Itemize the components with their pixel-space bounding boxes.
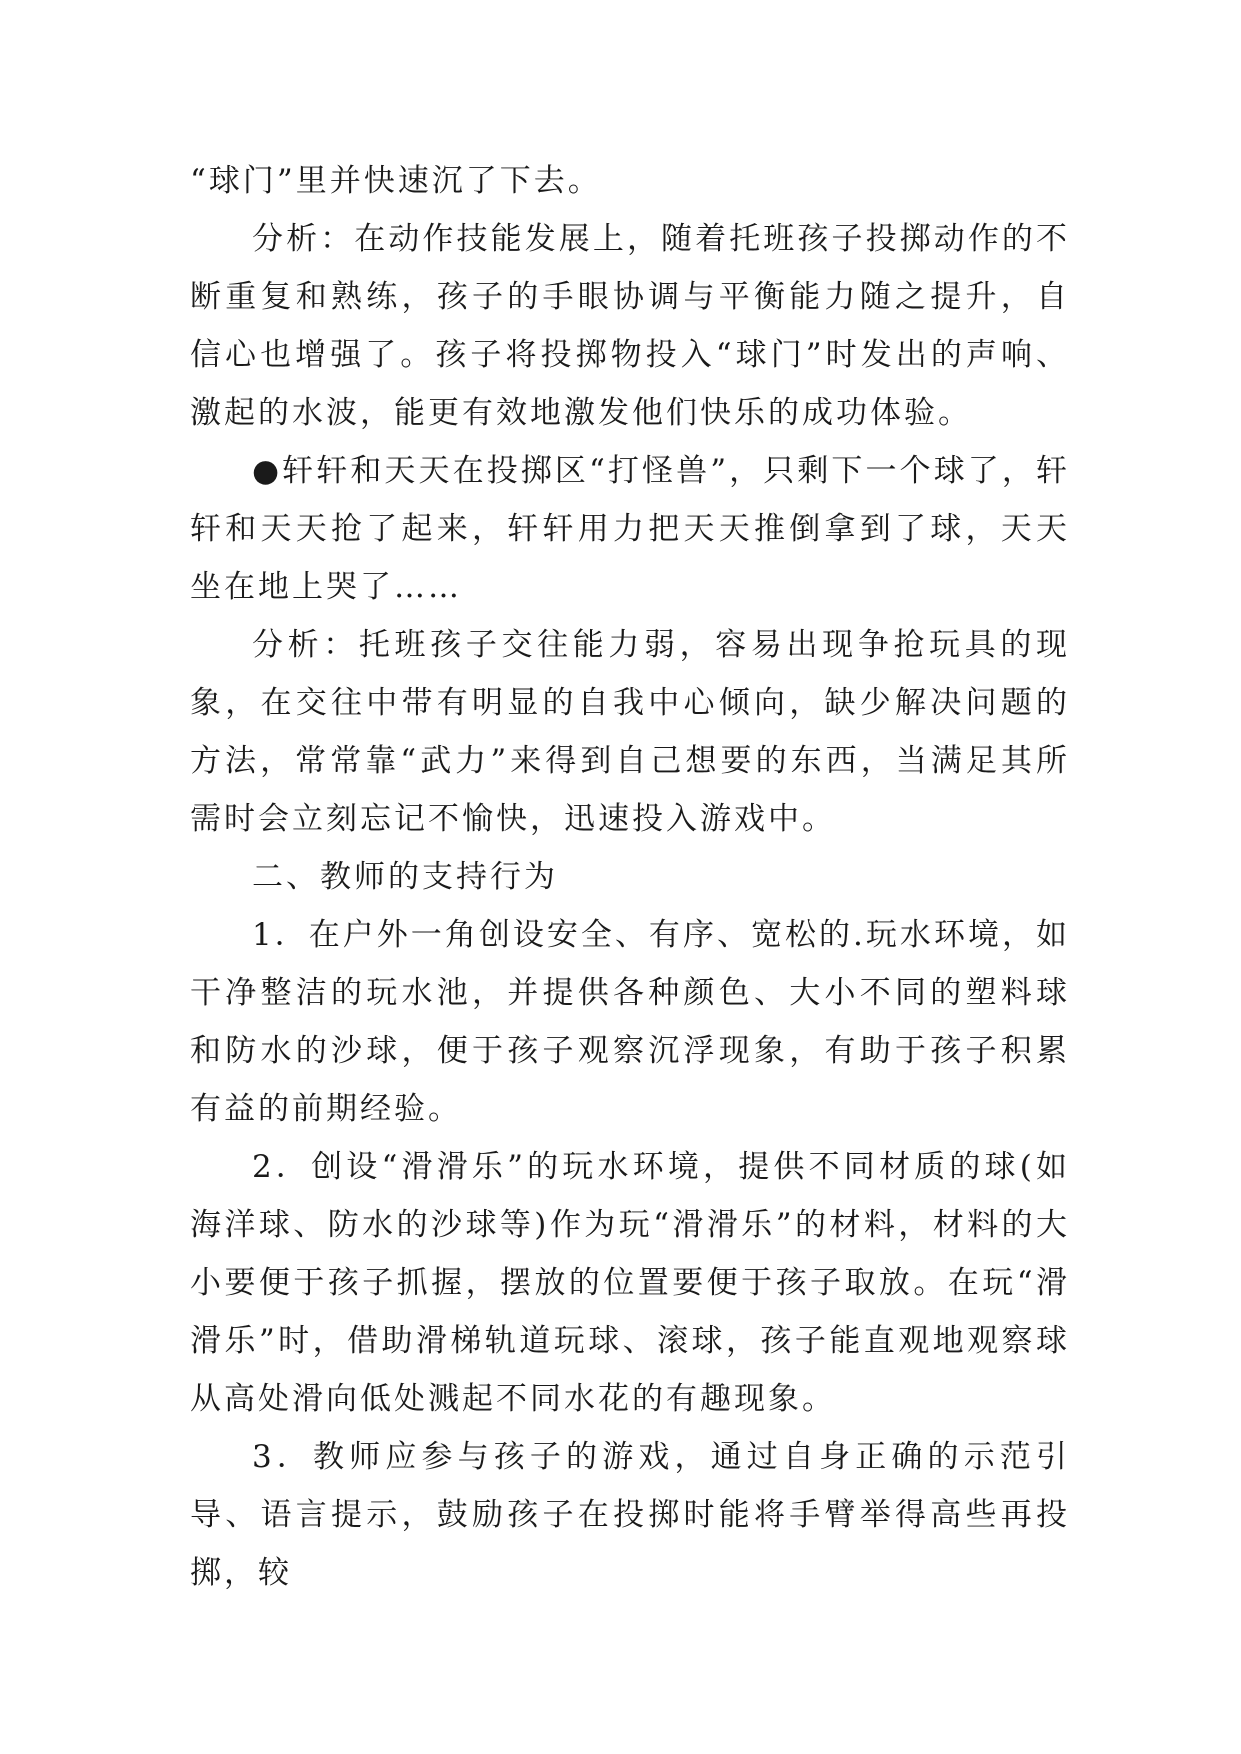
paragraph-item-2: 2．创设“滑滑乐”的玩水环境，提供不同材质的球(如海洋球、防水的沙球等)作为玩“滑滑乐”的材料，材料的大小要便于孩子抓握，摆放的位置要便于孩子取放。在玩“滑滑乐”时，借助滑梯轨道玩球、滚球，孩子能直观地观察球从高处滑向低处溅起不同水花的有趣现象。: [190, 1149, 1070, 1417]
body-text: [190, 152, 1070, 1602]
paragraph-analysis-2: 分析：托班孩子交往能力弱，容易出现争抢玩具的现象，在交往中带有明显的自我中心倾向，缺少解决问题的方法，常常靠“武力”来得到自己想要的东西，当满足其所需时会立刻忘记不愉快，迅速投入游戏中。: [190, 627, 1070, 837]
paragraph-observation: ●轩轩和天天在投掷区“打怪兽”，只剩下一个球了，轩轩和天天抢了起来，轩轩用力把天天推倒拿到了球，天天坐在地上哭了……: [190, 453, 1070, 605]
paragraph-item-1: 1．在户外一角创设安全、有序、宽松的.玩水环境，如干净整洁的玩水池，并提供各种颜色、大小不同的塑料球和防水的沙球，便于孩子观察沉浮现象，有助于孩子积累有益的前期经验。: [190, 917, 1070, 1127]
paragraph-item-3: 3．教师应参与孩子的游戏，通过自身正确的示范引导、语言提示，鼓励孩子在投掷时能将手臂举得高些再投掷，较: [190, 1439, 1070, 1591]
section-heading: 二、教师的支持行为: [252, 859, 558, 895]
paragraph-continuation: “球门”里并快速沉了下去。: [190, 163, 602, 199]
paragraph-analysis-1: 分析：在动作技能发展上，随着托班孩子投掷动作的不断重复和熟练，孩子的手眼协调与平衡能力随之提升，自信心也增强了。孩子将投掷物投入“球门”时发出的声响、激起的水波，能更有效地激发他们快乐的成功体验。: [190, 221, 1070, 431]
